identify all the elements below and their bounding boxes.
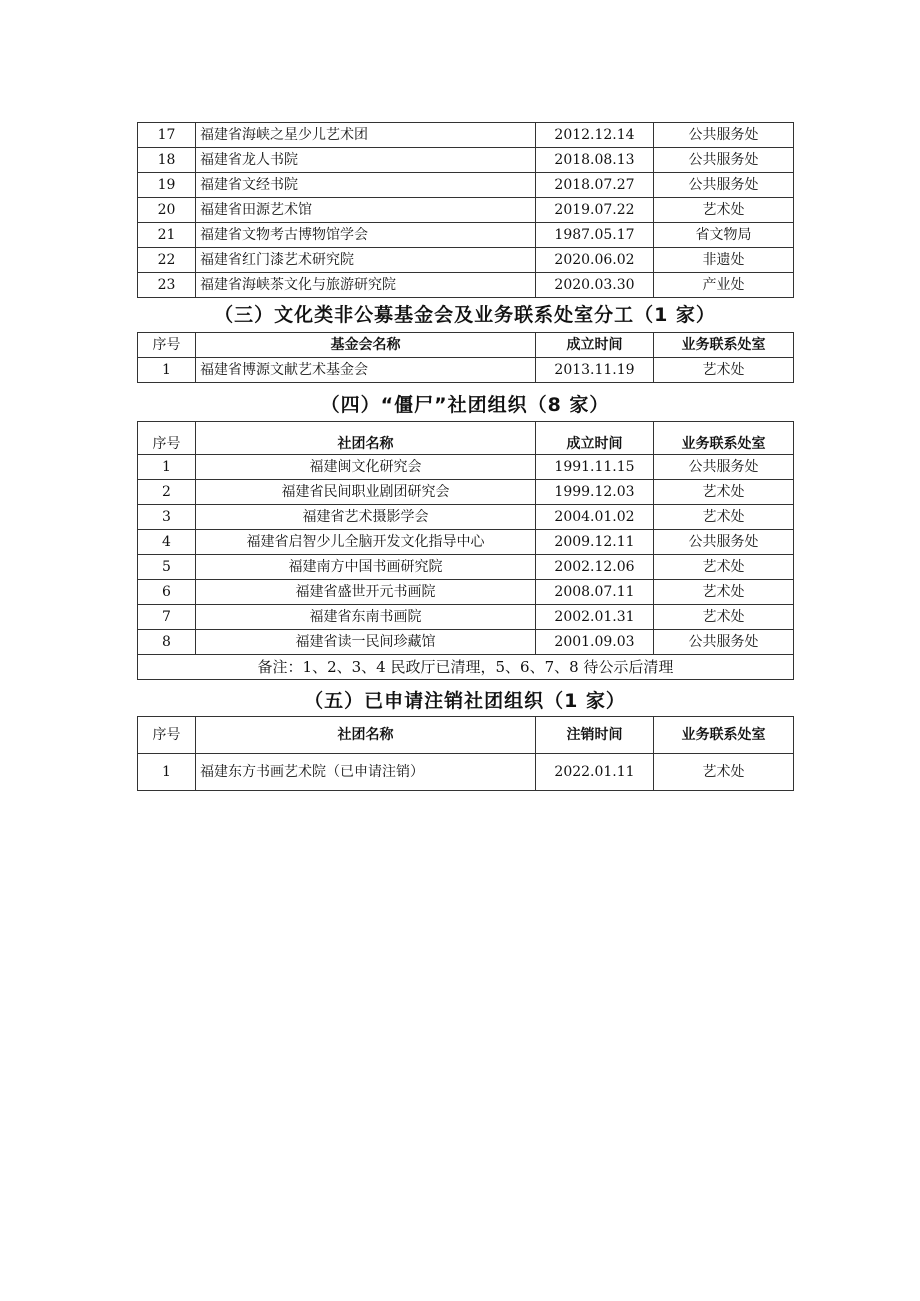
note-row (138, 655, 794, 680)
row-no: 5 (138, 555, 196, 580)
table-row (138, 198, 794, 223)
row-office: 产业处 (654, 273, 794, 298)
row-no: 4 (138, 530, 196, 555)
row-name: 福建省龙人书院 (196, 148, 536, 173)
row-name: 福建省博源文献艺术基金会 (196, 358, 536, 383)
row-no: 3 (138, 505, 196, 530)
row-date: 1999.12.03 (536, 480, 654, 505)
table-header-row (138, 717, 794, 754)
row-no: 21 (138, 223, 196, 248)
row-date: 2001.09.03 (536, 630, 654, 655)
row-date: 1987.05.17 (536, 223, 654, 248)
row-name: 福建省民间职业剧团研究会 (196, 480, 536, 505)
row-name: 福建省启智少儿全脑开发文化指导中心 (196, 530, 536, 555)
row-no: 20 (138, 198, 196, 223)
header-name: 社团名称 (196, 717, 536, 754)
row-date: 2002.12.06 (536, 555, 654, 580)
table-row (138, 248, 794, 273)
table-row (138, 148, 794, 173)
row-no: 7 (138, 605, 196, 630)
header-name: 基金会名称 (196, 333, 536, 358)
table-row (138, 223, 794, 248)
section4-title: （四）“僵尸”社团组织（8 家） (320, 394, 610, 416)
row-name: 福建省文物考古博物馆学会 (196, 223, 536, 248)
row-office: 艺术处 (654, 480, 794, 505)
row-no: 6 (138, 580, 196, 605)
table-row (138, 480, 794, 505)
row-name: 福建闽文化研究会 (196, 455, 536, 480)
row-office: 艺术处 (654, 555, 794, 580)
row-name: 福建省田源艺术馆 (196, 198, 536, 223)
table-row (138, 173, 794, 198)
row-name: 福建省文经书院 (196, 173, 536, 198)
row-office: 艺术处 (654, 198, 794, 223)
deregistered-org-table (137, 716, 794, 791)
section3-title: （三）文化类非公募基金会及业务联系处室分工（1 家） (214, 304, 716, 326)
row-date: 1991.11.15 (536, 455, 654, 480)
table-continued (137, 122, 794, 298)
row-name: 福建省艺术摄影学会 (196, 505, 536, 530)
table-header-row (138, 422, 794, 455)
table-row (138, 630, 794, 655)
row-no: 22 (138, 248, 196, 273)
header-no: 序号 (138, 717, 196, 754)
table-row (138, 123, 794, 148)
header-no: 序号 (138, 333, 196, 358)
row-no: 1 (138, 455, 196, 480)
row-date: 2004.01.02 (536, 505, 654, 530)
foundation-table (137, 332, 794, 383)
note-text: 备注：1、2、3、4 民政厅已清理，5、6、7、8 待公示后清理 (138, 655, 794, 680)
row-date: 2002.01.31 (536, 605, 654, 630)
row-name: 福建南方中国书画研究院 (196, 555, 536, 580)
row-date: 2018.07.27 (536, 173, 654, 198)
table-row (138, 555, 794, 580)
table-row (138, 455, 794, 480)
row-name: 福建省红门漆艺术研究院 (196, 248, 536, 273)
row-office: 艺术处 (654, 505, 794, 530)
row-office: 公共服务处 (654, 148, 794, 173)
row-no: 18 (138, 148, 196, 173)
row-no: 1 (138, 358, 196, 383)
header-date: 成立时间 (536, 422, 654, 455)
row-name: 福建省东南书画院 (196, 605, 536, 630)
row-no: 1 (138, 754, 196, 791)
header-date: 注销时间 (536, 717, 654, 754)
row-office: 公共服务处 (654, 530, 794, 555)
table-row (138, 505, 794, 530)
section5-title: （五）已申请注销社团组织（1 家） (304, 690, 626, 712)
row-date: 2020.06.02 (536, 248, 654, 273)
row-date: 2012.12.14 (536, 123, 654, 148)
row-office: 艺术处 (654, 754, 794, 791)
table-continued-body (138, 123, 794, 298)
header-office: 业务联系处室 (654, 422, 794, 455)
row-office: 公共服务处 (654, 173, 794, 198)
header-office: 业务联系处室 (654, 717, 794, 754)
row-date: 2019.07.22 (536, 198, 654, 223)
row-office: 艺术处 (654, 605, 794, 630)
header-no: 序号 (138, 422, 196, 455)
table-row (138, 580, 794, 605)
row-office: 非遗处 (654, 248, 794, 273)
row-date: 2009.12.11 (536, 530, 654, 555)
table-row (138, 530, 794, 555)
row-office: 艺术处 (654, 580, 794, 605)
row-name: 福建省读一民间珍藏馆 (196, 630, 536, 655)
row-date: 2022.01.11 (536, 754, 654, 791)
row-no: 23 (138, 273, 196, 298)
table-row (138, 358, 794, 383)
row-no: 17 (138, 123, 196, 148)
row-name: 福建省盛世开元书画院 (196, 580, 536, 605)
table-row (138, 273, 794, 298)
table-row (138, 754, 794, 791)
row-office: 公共服务处 (654, 630, 794, 655)
row-office: 公共服务处 (654, 455, 794, 480)
row-no: 19 (138, 173, 196, 198)
row-name: 福建省海峡之星少儿艺术团 (196, 123, 536, 148)
table-header-row (138, 333, 794, 358)
table-row (138, 605, 794, 630)
row-date: 2008.07.11 (536, 580, 654, 605)
row-no: 8 (138, 630, 196, 655)
row-date: 2020.03.30 (536, 273, 654, 298)
header-office: 业务联系处室 (654, 333, 794, 358)
row-office: 艺术处 (654, 358, 794, 383)
row-no: 2 (138, 480, 196, 505)
row-name: 福建省海峡茶文化与旅游研究院 (196, 273, 536, 298)
row-date: 2018.08.13 (536, 148, 654, 173)
row-office: 省文物局 (654, 223, 794, 248)
header-name: 社团名称 (196, 422, 536, 455)
header-date: 成立时间 (536, 333, 654, 358)
row-office: 公共服务处 (654, 123, 794, 148)
zombie-org-table (137, 421, 794, 680)
row-name: 福建东方书画艺术院（已申请注销） (196, 754, 536, 791)
row-date: 2013.11.19 (536, 358, 654, 383)
